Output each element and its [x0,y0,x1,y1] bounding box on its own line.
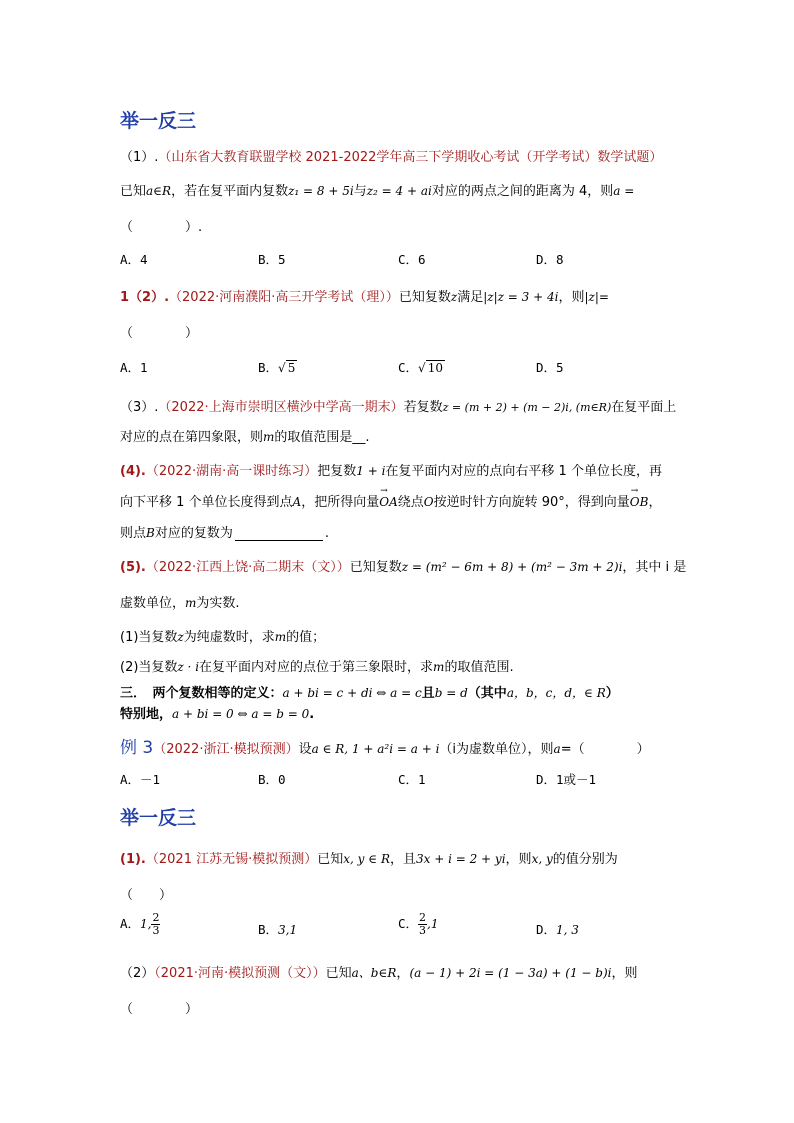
text: 已知 [317,852,344,867]
text: 为实数. [196,596,240,611]
math: |z|z = 3 + 4i [483,290,559,304]
sqrt-10: √ 10 [418,361,443,375]
text: 已知 [120,184,147,199]
text: 特别地， [120,707,173,722]
math: 3,1 [278,923,298,937]
question-source: （2022·湖南·高一课时练习） [145,464,318,479]
text: 在复平面内对应的点位于第三象限时，求 [199,660,434,675]
text: 虚数单位， [120,596,186,611]
option-d[interactable]: D．1或－1 [536,772,597,787]
question-label: (4). [120,464,146,479]
numerator: 2 [419,911,427,924]
option-c[interactable]: C．1 [398,772,426,787]
text: 对应的点在第四象限，则 [120,430,264,445]
text: 设 [298,742,312,757]
option-b[interactable] [258,358,297,376]
math: B [146,526,155,540]
math: m [185,596,197,610]
answer-paren: （ ） [120,888,173,903]
option-c[interactable] [398,912,438,937]
example-3 [120,733,650,758]
math: m [433,660,445,674]
text: 若复数 [403,400,443,415]
question-1-body [120,180,634,199]
text: 按逆时针方向旋转 90°，得到向量 [433,495,630,510]
text: （其中 [467,686,507,701]
question-label: 1（2）. [120,290,170,305]
definition-title: 三． 两个复数相等的定义： [120,686,283,701]
text: 对应的复数为 [154,526,233,541]
text: 的值； [286,630,326,645]
text: 在复平面内对应的点向右平移 1 个单位长度，再 [385,464,662,479]
question-source: （2022·上海市崇明区横沙中学高一期末） [158,400,404,415]
question-label: (1). [120,852,146,867]
sqrt-5: √ 5 [278,361,296,375]
math: z₂ = 4 + ai [366,184,432,198]
answer-paren: （ ） [120,1002,199,1017]
text: 已知 [325,966,352,981]
question-source: （2021·河南·模拟预测（文）） [154,966,326,981]
definition-3 [120,682,619,701]
text: 的取值范围. [444,660,514,675]
definition-3-line2 [120,703,314,722]
math: a + bi = c + di ⇔ a = c [282,686,422,700]
question-5-sub2 [120,656,514,675]
fraction [151,912,160,937]
option-b[interactable]: B．5 [258,252,286,267]
text: ， [396,966,410,981]
question-label: （2） [120,966,155,981]
denominator: 3 [419,924,427,937]
option-label: D． [536,922,557,937]
option-d[interactable]: D．8 [536,252,564,267]
text: ，其中 i 是 [622,560,687,575]
option-d[interactable]: D．5 [536,360,564,375]
radicand: 5 [287,361,296,375]
math: a，b，c，d，∈ R [506,686,606,700]
text: ，则 [558,290,585,305]
math: m [263,430,275,444]
text: . [309,707,315,722]
question-1-header [120,146,662,165]
text: 且 [421,686,435,701]
math: 1, [140,917,152,931]
radicand: 10 [427,361,443,375]
math: z · i [177,660,200,674]
math: ,1 [427,917,439,931]
option-a[interactable]: A．4 [120,252,148,267]
text: 对应的两点之间的距离为 4，则 [431,184,614,199]
math: a、b∈R [351,966,397,980]
math: 3x + i = 2 + yi [416,852,506,866]
option-label: C． [398,916,419,931]
vector-oa: → OA [379,495,398,509]
text: ，则 [611,966,638,981]
vector-ob: → OB [630,495,649,509]
option-label: A． [120,916,141,931]
math: z = (m² − 6m + 8) + (m² − 3m + 2)i [401,560,623,574]
text: 向下平移 1 个单位长度得到点 [120,495,293,510]
question-source: （2022·浙江·模拟预测） [153,742,299,757]
option-d[interactable] [536,920,579,938]
text: ，则 [505,852,532,867]
text: 已知复数 [398,290,451,305]
question-source: （2022·江西上饶·高二期末（文）） [145,560,350,575]
question-source: （2021 江苏无锡·模拟预测） [145,852,318,867]
text: ，且 [389,852,416,867]
denominator: 3 [152,924,160,937]
math: (a − 1) + 2i = (1 − 3a) + (1 − b)i [409,966,612,980]
question-4-line3 [120,522,329,541]
question-5-sub1 [120,626,325,645]
s2-question-2 [120,962,637,981]
answer-paren: （ ） [120,326,199,341]
math: z₁ = 8 + 5i [288,184,354,198]
text: =（ ） [560,742,650,757]
math: b = d [434,686,468,700]
math: |z|= [584,290,609,304]
text: 已知复数 [349,560,402,575]
answer-blank[interactable] [235,540,323,541]
fraction [418,912,427,937]
math: a [553,742,561,756]
math: a∈R [146,184,172,198]
math: 1 + i [356,464,386,478]
option-b[interactable]: B．0 [258,772,286,787]
text: ， [648,495,662,510]
text: 则点 [120,526,147,541]
text: ） [605,686,619,701]
math: x, y ∈ R [343,852,390,866]
text: (2)当复数 [120,660,178,675]
math: x, y [531,852,553,866]
option-c[interactable]: C．6 [398,252,426,267]
math: 1, 3 [556,923,579,937]
question-5 [120,556,686,575]
math: z [450,290,458,304]
option-b[interactable] [258,920,297,938]
question-label: （1）. [120,150,159,165]
text: 满足 [457,290,484,305]
text: 为纯虚数时，求 [183,630,275,645]
question-3 [120,396,676,415]
option-label: C． [398,360,419,375]
text: . [324,526,329,541]
math: a + bi = 0 ⇔ a = b = 0 [172,707,310,721]
question-label: （3）. [120,400,159,415]
text: 的值分别为 [552,852,618,867]
question-5-line2 [120,592,240,611]
text: （i为虚数单位），则 [439,742,554,757]
s2-question-1 [120,848,618,867]
option-a[interactable] [120,912,160,937]
section-heading-1: 举一反三 [120,110,197,132]
math: A [292,495,302,509]
example-label: 例 3 [120,738,154,758]
text: 在复平面上 [611,400,677,415]
section-heading-2: 举一反三 [120,807,197,829]
math: O [423,495,434,509]
question-2 [120,286,609,305]
text: ，把所得向量 [301,495,380,510]
option-a[interactable]: A．1 [120,360,148,375]
option-c[interactable] [398,358,445,376]
text: 的取值范围是__. [274,430,370,445]
math: m [274,630,287,644]
question-3-line2 [120,426,370,445]
question-4 [120,460,662,479]
text: ，若在复平面内复数 [171,184,289,199]
answer-paren: （ ）. [120,220,203,235]
option-a[interactable]: A．－1 [120,772,161,787]
question-label: (5). [120,560,146,575]
math: a ∈ R, 1 + a²i = a + i [311,742,440,756]
option-label: B． [258,922,279,937]
math: a = [613,184,635,198]
question-4-line2 [120,491,661,510]
numerator: 2 [152,911,160,924]
text: 绕点 [397,495,424,510]
text: (1)当复数 [120,630,178,645]
math: z = (m + 2) + (m − 2)i, (m∈R) [442,401,612,414]
text: 把复数 [317,464,357,479]
question-source: （2022·河南濮阳·高三开学考试（理）） [169,290,399,305]
text: 与 [353,184,367,199]
question-source: （山东省大教育联盟学校 2021-2022学年高三下学期收心考试（开学考试）数学试题） [158,150,663,165]
math: z [177,630,184,644]
option-label: B． [258,360,279,375]
